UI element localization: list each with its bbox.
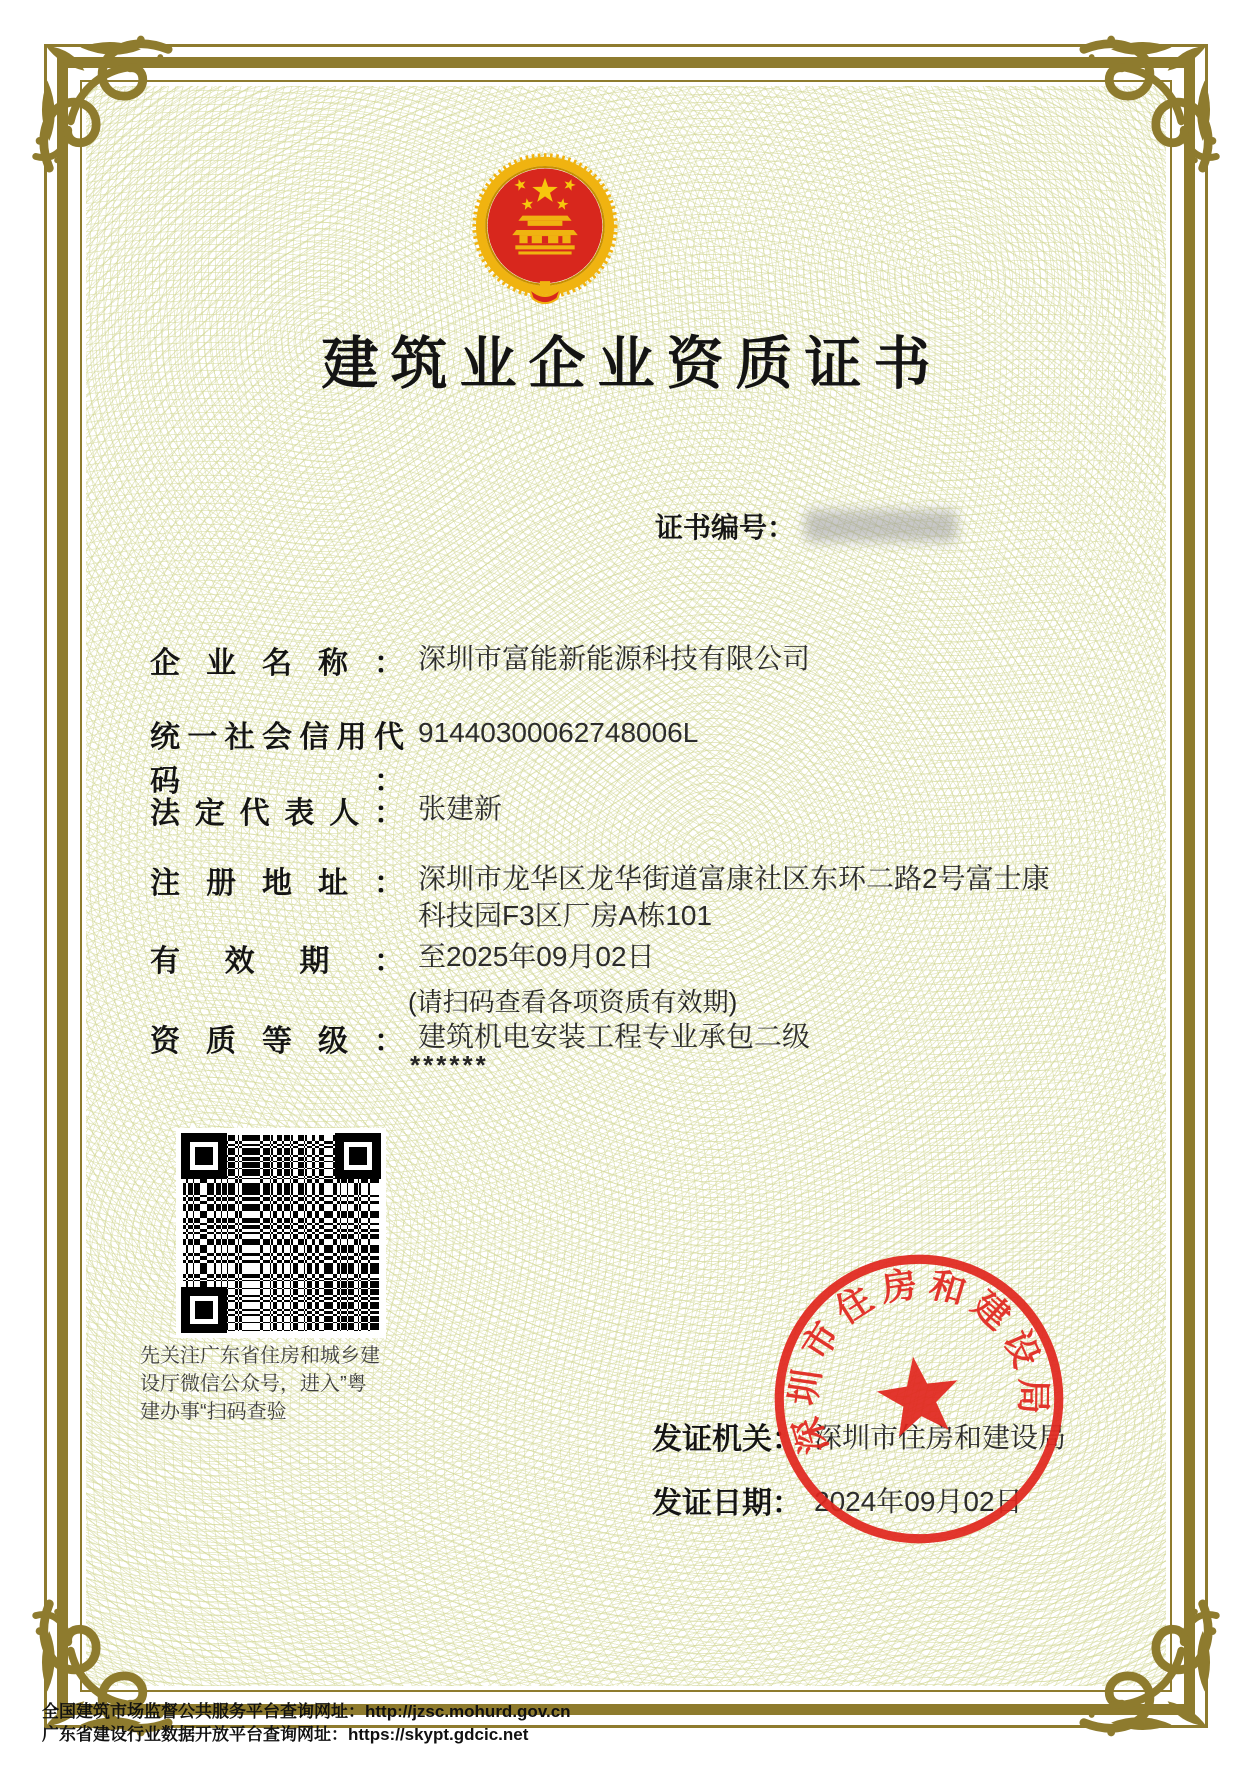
field-value: 建筑机电安装工程专业承包二级 — [418, 1021, 811, 1052]
footer — [42, 1700, 571, 1746]
field-value: 至2025年09月02日 — [418, 941, 655, 972]
qr-caption: 先关注广东省住房和城乡建设厅微信公众号，进入”粤建办事“扫码查验 — [140, 1345, 380, 1423]
certificate-number-label: 证书编号： — [655, 512, 796, 543]
field-value: 深圳市富能新能源科技有限公司 — [418, 643, 811, 674]
field-label: 资质等级： — [150, 1025, 404, 1058]
seal-text: 深圳市住房和建设局 — [783, 1263, 1054, 1459]
corner-ornament-icon — [1043, 24, 1228, 209]
field-row-company — [150, 638, 1110, 682]
grade-masked-line: ****** — [410, 1050, 489, 1080]
field-value: 深圳市龙华区龙华街道富康社区东环二路2号富士康科技园F3区厂房A栋101 — [418, 863, 1050, 931]
field-row-legal-representative — [150, 788, 1110, 832]
qr-finder-pattern — [335, 1133, 381, 1179]
svg-text:深圳市住房和建设局 — [766, 1247, 1059, 1459]
footer-line-guangdong: 广东省建设行业数据开放平台查询网址：https://skypt.gdcic.net — [42, 1725, 529, 1744]
footer-line-national: 全国建筑市场监督公共服务平台查询网址：http://jzsc.mohurd.gov.cn — [42, 1702, 571, 1721]
corner-ornament-icon — [24, 24, 209, 209]
field-row-validity — [150, 936, 1110, 980]
corner-ornament-icon — [1043, 1563, 1228, 1748]
field-row-credit-code — [150, 712, 1110, 800]
certificate-number-row — [655, 506, 957, 546]
validity-scan-note: (请扫码查看各项资质有效期) — [408, 987, 738, 1017]
field-row-registered-address — [150, 858, 1110, 934]
page-title: 建筑业企业资质证书 — [321, 332, 943, 396]
field-value: 91440300062748006L — [418, 717, 699, 748]
qr-finder-pattern — [181, 1133, 227, 1179]
field-label: 企业名称： — [150, 647, 404, 680]
national-emblem-icon — [468, 144, 622, 320]
official-seal — [746, 1226, 1092, 1572]
issue-date-value: 2024年09月02日 — [814, 1486, 1023, 1517]
field-row-qualification-grade — [150, 1016, 1110, 1060]
field-label: 法定代表人： — [150, 797, 404, 830]
qr-code — [176, 1128, 386, 1338]
field-label: 统一社会信用代码： — [150, 721, 404, 798]
field-label: 注册地址： — [150, 867, 404, 900]
qr-finder-pattern — [181, 1287, 227, 1333]
field-label: 有效期： — [150, 945, 404, 978]
issuer-label: 发证机关： — [652, 1423, 802, 1456]
redacted-certificate-number — [805, 510, 957, 542]
issuer-value: 深圳市住房和建设局 — [814, 1422, 1067, 1453]
issue-date-label: 发证日期： — [652, 1487, 802, 1520]
field-value: 张建新 — [418, 793, 503, 824]
